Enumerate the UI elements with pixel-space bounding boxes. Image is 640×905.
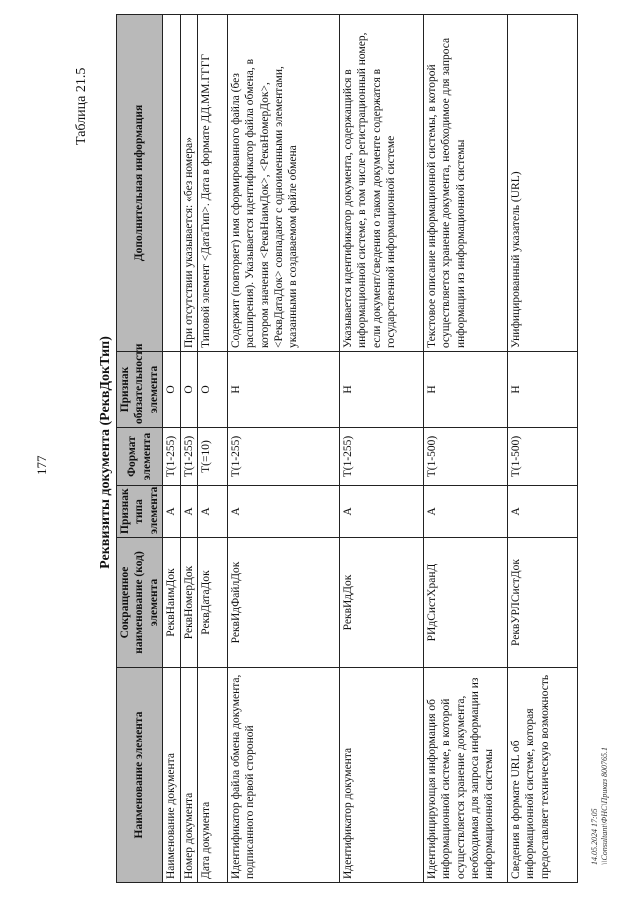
cell-info: Текстовое описание информационной системы, в которой осуществляется хранение документа, необходимое для запроса информации из информационной системы [423,15,507,352]
cell-code: РеквДатаДок [197,538,227,668]
column-header-code: Сокращенное наименование (код) элемента [117,538,163,668]
table-row [197,15,227,883]
footer-path: \\Consultant\ФНС\Приказ 800765.1 [600,747,609,865]
table-header-row [117,15,163,883]
cell-format: T(1-500) [423,428,507,486]
cell-required: Н [423,352,507,428]
cell-code: РеквНомерДок [180,538,197,668]
cell-code: РеквИдФайлДок [227,538,339,668]
cell-required: О [163,352,180,428]
cell-name: Сведения в формате URL об информационной системе, которая предоставляет техническую возможность [507,668,577,883]
table-row [507,15,577,883]
cell-type: А [423,486,507,538]
cell-code: РИдСистХранД [423,538,507,668]
cell-required: О [180,352,197,428]
cell-info [163,15,180,352]
column-header-required: Признак обязательности элемента [117,352,163,428]
page-number: 177 [34,455,49,475]
cell-type: А [339,486,423,538]
cell-info: Содержит (повторяет) имя сформированного файла (без расширения). Указывается идентификатор файла обмена, в котором значения <РеквНаимДок>, <РеквНомерДок>, <РеквДатаДок> совпадают с одноименными элементами, указанными в создаваемом файле обмена [227,15,339,352]
cell-name: Идентификатор документа [339,668,423,883]
cell-required: Н [339,352,423,428]
footer-timestamp: 14.05.2024 17:05 [590,808,599,865]
column-header-info: Дополнительная информация [117,15,163,352]
cell-info: Типовой элемент <ДатаТип>. Дата в формате ДД.ММ.ГГГГ [197,15,227,352]
cell-format: T(1-500) [507,428,577,486]
column-header-format: Формат элемента [117,428,163,486]
cell-name: Номер документа [180,668,197,883]
table-row [163,15,180,883]
requisites-table [116,14,578,883]
cell-info: Указывается идентификатор документа, содержащийся в информационной системе, в том числе регистрационный номер, если документ/сведения о таком документе содержатся в государственной информационной системе [339,15,423,352]
table-row [339,15,423,883]
cell-name: Идентифицирующая информация об информационной системе, в которой осуществляется хранение документа, необходимая для запроса информации из информационной системы [423,668,507,883]
cell-type: А [180,486,197,538]
cell-code: РеквНаимДок [163,538,180,668]
table-row [227,15,339,883]
cell-format: T(1-255) [163,428,180,486]
column-header-type: Признак типа элемента [117,486,163,538]
cell-required: Н [507,352,577,428]
cell-code: РеквУРЛСистДок [507,538,577,668]
cell-info: Унифицированный указатель (URL) [507,15,577,352]
column-header-name: Наименование элемента [117,668,163,883]
cell-code: РеквИдДок [339,538,423,668]
table-row [423,15,507,883]
table-row [180,15,197,883]
cell-type: А [163,486,180,538]
cell-required: Н [227,352,339,428]
cell-name: Идентификатор файла обмена документа, подписанного первой стороной [227,668,339,883]
cell-name: Наименование документа [163,668,180,883]
cell-name: Дата документа [197,668,227,883]
cell-format: T(1-255) [227,428,339,486]
cell-info: При отсутствии указывается: «без номера» [180,15,197,352]
cell-format: T(1-255) [180,428,197,486]
cell-format: T(1-255) [339,428,423,486]
document-footer [590,747,610,865]
cell-type: А [507,486,577,538]
cell-format: T(=10) [197,428,227,486]
cell-required: О [197,352,227,428]
cell-type: А [197,486,227,538]
cell-type: А [227,486,339,538]
table-id: Таблица 21.5 [74,67,89,145]
table-title: Реквизиты документа (РеквДокТип) [98,336,113,569]
